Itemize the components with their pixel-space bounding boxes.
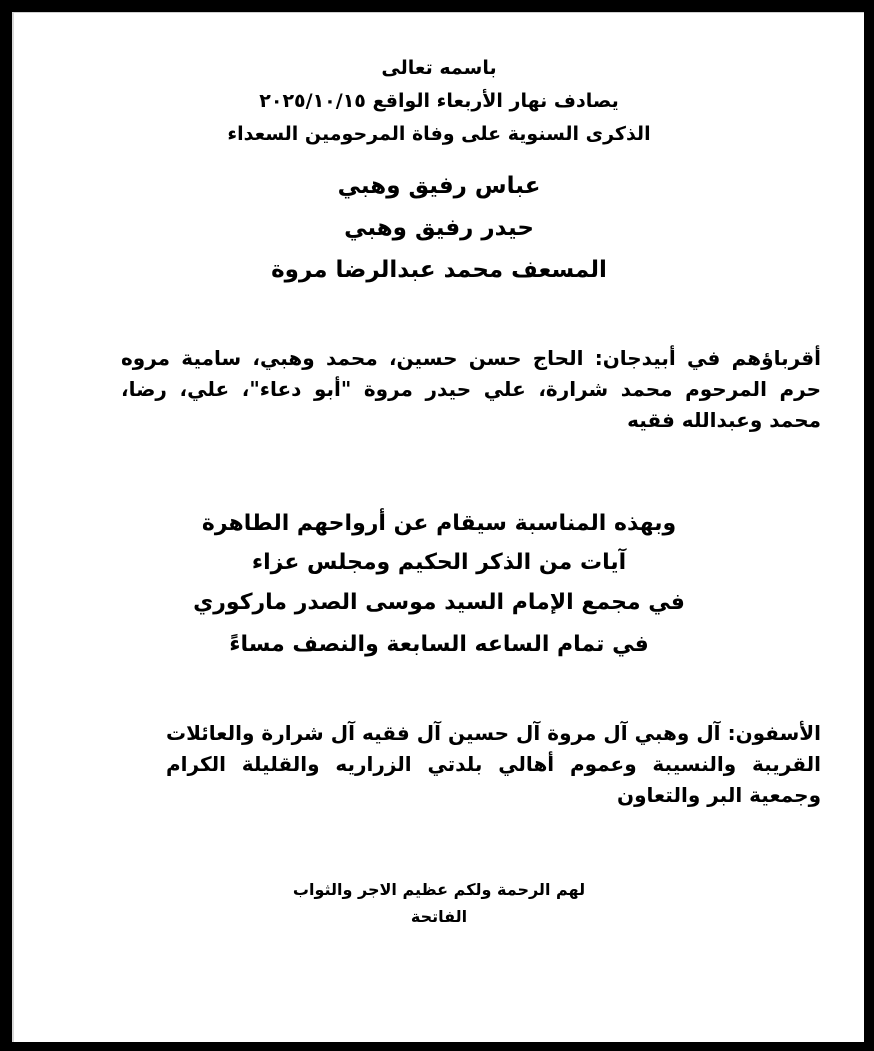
deceased-name-2: حيدر رفيق وهبي [344, 215, 534, 241]
mourners-paragraph: الأسفون: آل وهبي آل مروة آل حسين آل فقيه آل شرارة والعائلات القريبة والنسيبة وعموم أهالي بلدتي الزراريه والقليلة الكرام وجمعية البر والتعاون [166, 721, 821, 807]
relatives-paragraph: أقرباؤهم في أبيدجان: الحاج حسن حسين، محمد وهبي، سامية مروه حرم المرحوم محمد شرارة، علي حيدر مروة "أبو دعاء"، علي، رضا، محمد وعبدالله فقيه [121, 346, 821, 432]
closing-line-2: الفاتحة [410, 907, 468, 926]
occasion-line: الذكرى السنوية على وفاة المرحومين السعداء [227, 123, 651, 145]
event-line-1: وبهذه المناسبة سيقام عن أرواحهم الطاهرة [201, 511, 677, 536]
memorial-announcement [14, 13, 864, 1042]
invocation-line: باسمه تعالى [381, 57, 497, 79]
event-line-3: في مجمع الإمام السيد موسى الصدر ماركوري [193, 590, 685, 615]
event-line-2: آيات من الذكر الحكيم ومجلس عزاء [251, 550, 627, 575]
deceased-name-3: المسعف محمد عبدالرضا مروة [271, 257, 607, 283]
event-line-4: في تمام الساعه السابعة والنصف مساءً [229, 632, 649, 657]
deceased-name-1: عباس رفيق وهبي [337, 173, 541, 199]
date-line: يصادف نهار الأربعاء الواقع ٢٠٢٥/١٠/١٥ [259, 90, 619, 112]
closing-line-1: لهم الرحمة ولكم عظيم الاجر والثواب [292, 880, 586, 899]
document-page [12, 12, 864, 1042]
